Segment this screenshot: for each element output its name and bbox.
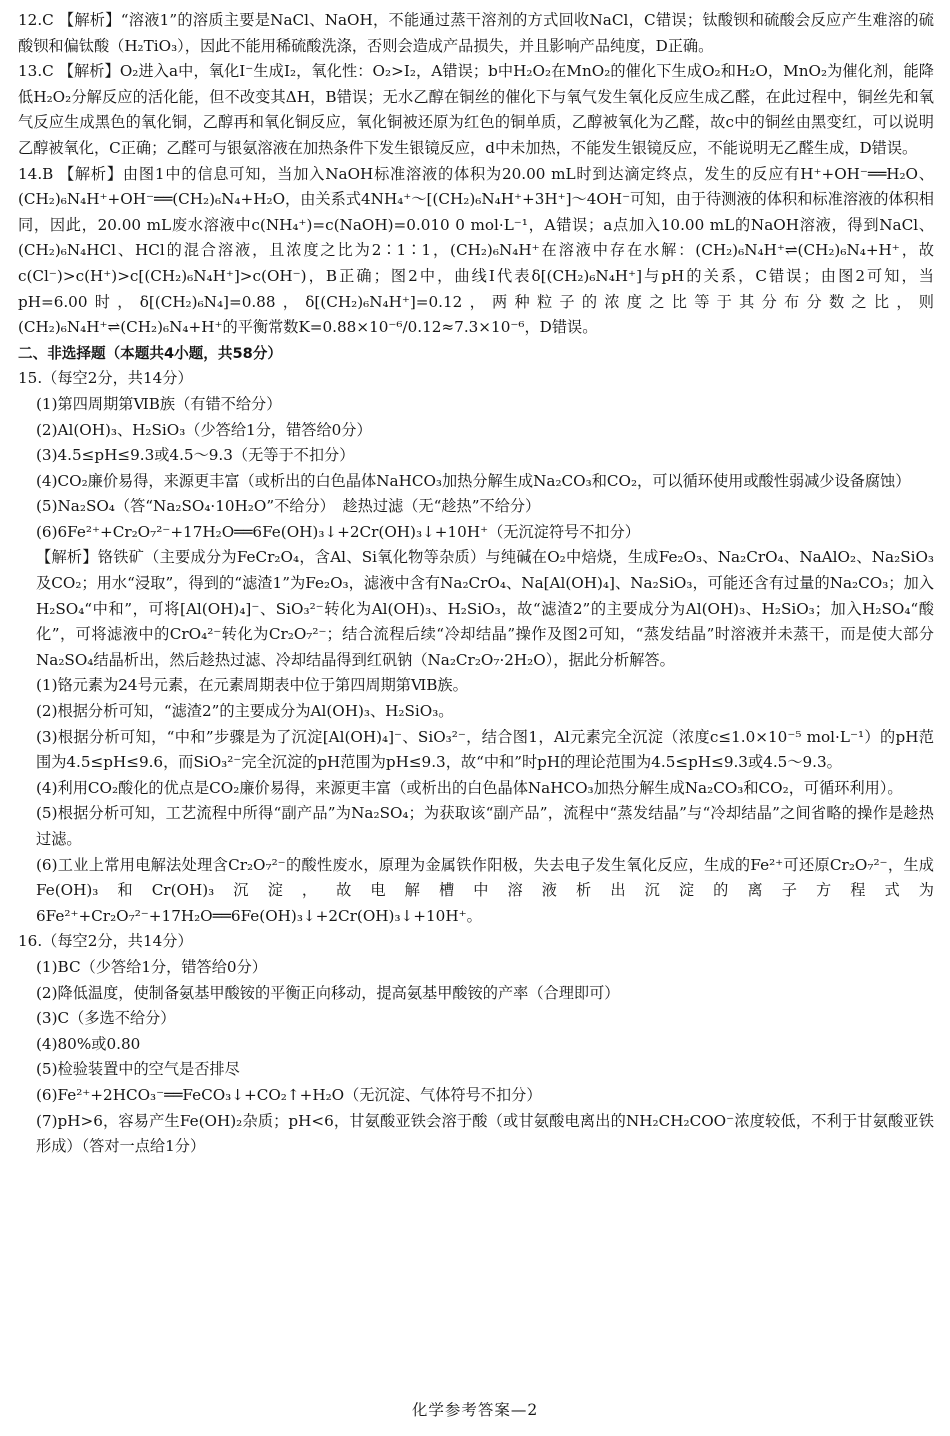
q16-item-3: (3)C（多选不给分） [36, 1009, 176, 1028]
q15-analysis-6: (6)工业上常用电解法处理含Cr₂O₇²⁻的酸性废水，原理为金属铁作阳极，失去电子发生氧化反应，生成的Fe²⁺可还原Cr₂O₇²⁻，生成Fe(OH)₃和Cr(OH)₃沉淀，故电解槽中溶液析出沉淀的离子方程式为6Fe²⁺+Cr₂O₇²⁻+17H₂O══6Fe(OH)₃↓+2Cr(OH)₃↓+10H⁺。 [36, 855, 934, 925]
q15-item-4: (4)CO₂廉价易得，来源更丰富（或析出的白色晶体NaHCO₃加热分解生成Na₂CO₃和CO₂，可以循环使用或酸性弱减少设备腐蚀） [36, 471, 911, 490]
page-footer: 化学参考答案—2 [411, 1401, 539, 1419]
answer-13: 13.C 【解析】O₂进入a中，氧化I⁻生成I₂，氧化性：O₂>I₂，A错误；b中H₂O₂在MnO₂的催化下生成O₂和H₂O，MnO₂为催化剂，能降低H₂O₂分解反应的活化能，但不改变其ΔH，B错误；无水乙醇在铜丝的催化下与氧气发生氧化反应生成乙醛，在此过程中，铜丝先和氧气反应生成黑色的氧化铜，乙醇再和氧化铜反应，氧化铜被还原为红色的铜单质，乙醇被氧化为乙醛，故c中的铜丝由黑变红，可以说明乙醇被氧化，C正确；乙醛可与银氨溶液在加热条件下发生银镜反应，d中未加热，不能发生银镜反应，不能说明无乙醛生成，D错误。 [18, 62, 934, 157]
q15-item-5: (5)Na₂SO₄（答“Na₂SO₄·10H₂O”不给分） 趁热过滤（无“趁热”不给分） [36, 497, 541, 516]
q16-item-6: (6)Fe²⁺+2HCO₃⁻══FeCO₃↓+CO₂↑+H₂O（无沉淀、气体符号不扣分） [36, 1085, 542, 1104]
q16-item-1: (1)BC（少答给1分，错答给0分） [36, 957, 267, 976]
q15-analysis-5: (5)根据分析可知，工艺流程中所得“副产品”为Na₂SO₄；为获取该“副产品”，流程中“蒸发结晶”与“冷却结晶”之间省略的操作是趁热过滤。 [36, 804, 934, 848]
q16-item-2: (2)降低温度，使制备氨基甲酸铵的平衡正向移动，提高氨基甲酸铵的产率（合理即可） [36, 983, 620, 1002]
q15-item-2: (2)Al(OH)₃、H₂SiO₃（少答给1分，错答给0分） [36, 420, 372, 439]
q15-item-1: (1)第四周期第ⅥB族（有错不给分） [36, 394, 282, 413]
q15-analysis-3: (3)根据分析可知，“中和”步骤是为了沉淀[Al(OH)₄]⁻、SiO₃²⁻，结合图1，Al元素完全沉淀（浓度c≤1.0×10⁻⁵ mol·L⁻¹）的pH范围为4.5≤pH≤9.6，而SiO₃²⁻完全沉淀的pH范围为pH≤9.3，故“中和”时pH的理论范围为4.5≤pH≤9.3或4.5～9.3。 [36, 727, 934, 772]
q16-item-7: (7)pH>6，容易产生Fe(OH)₂杂质；pH<6，甘氨酸亚铁会溶于酸（或甘氨酸电离出的NH₂CH₂COO⁻浓度较低，不利于甘氨酸亚铁形成）（答对一点给1分） [36, 1111, 934, 1156]
section-heading: 二、非选择题（本题共4小题，共58分） [18, 344, 282, 362]
q16-item-5: (5)检验装置中的空气是否排尽 [36, 1060, 240, 1079]
q16-item-4: (4)80%或0.80 [36, 1034, 141, 1053]
q15-analysis-2: (2)根据分析可知，“滤渣2”的主要成分为Al(OH)₃、H₂SiO₃。 [36, 702, 454, 721]
answer-12: 12.C 【解析】“溶液1”的溶质主要是NaCl、NaOH，不能通过蒸干溶剂的方式回收NaCl，C错误；钛酸钡和硫酸会反应产生难溶的硫酸钡和偏钛酸（H₂TiO₃），因此不能用稀硫酸洗涤，否则会造成产品损失，并且影响产品纯度，D正确。 [18, 11, 934, 55]
q15-header: 15.（每空2分，共14分） [18, 369, 193, 388]
q15-analysis: 【解析】铬铁矿（主要成分为FeCr₂O₄，含Al、Si氧化物等杂质）与纯碱在O₂中焙烧，生成Fe₂O₃、Na₂CrO₄、NaAlO₂、Na₂SiO₃及CO₂；用水“浸取”，得到的“滤渣1”为Fe₂O₃，滤液中含有Na₂CrO₄、Na[Al(OH)₄]、Na₂SiO₃，可能还含有过量的Na₂CO₃；加入H₂SO₄“中和”，可将[Al(OH)₄]⁻、SiO₃²⁻转化为Al(OH)₃、H₂SiO₃，故“滤渣2”的主要成分为Al(OH)₃、H₂SiO₃；加入H₂SO₄“酸化”，可将滤液中的CrO₄²⁻转化为Cr₂O₇²⁻；结合流程后续“冷却结晶”操作及图2可知，“蒸发结晶”时溶液并未蒸干，而是使大部分Na₂SO₄结晶析出，然后趁热过滤、冷却结晶得到红矾钠（Na₂Cr₂O₇·2H₂O），据此分析解答。 [36, 548, 934, 669]
q15-item-3: (3)4.5≤pH≤9.3或4.5～9.3（无等于不扣分） [36, 446, 355, 465]
answer-14: 14.B 【解析】由图1中的信息可知，当加入NaOH标准溶液的体积为20.00 mL时到达滴定终点，发生的反应有H⁺+OH⁻══H₂O、(CH₂)₆N₄H⁺+OH⁻══(CH₂)₆N₄+H₂O，由关系式4NH₄⁺～[(CH₂)₆N₄H⁺+3H⁺]～4OH⁻可知，由于待测液的体积和标准溶液的体积相同，因此，20.00 mL废水溶液中c(NH₄⁺)=c(NaOH)=0.010 0 mol·L⁻¹，A错误；a点加入10.00 mL的NaOH溶液，得到NaCl、(CH₂)₆N₄HCl、HCl的混合溶液，且浓度之比为2∶1∶1，(CH₂)₆N₄H⁺在溶液中存在水解：(CH₂)₆N₄H⁺⇌(CH₂)₆N₄+H⁺，故c(Cl⁻)>c(H⁺)>c[(CH₂)₆N₄H⁺]>c(OH⁻)，B正确；图2中，曲线Ⅰ代表δ[(CH₂)₆N₄H⁺]与pH的关系，C错误；由图2可知，当pH=6.00时，δ[(CH₂)₆N₄]=0.88，δ[(CH₂)₆N₄H⁺]=0.12，两种粒子的浓度之比等于其分布分数之比，则(CH₂)₆N₄H⁺⇌(CH₂)₆N₄+H⁺的平衡常数K=0.88×10⁻⁶/0.12≈7.3×10⁻⁶，D错误。 [18, 164, 934, 337]
q15-item-6: (6)6Fe²⁺+Cr₂O₇²⁻+17H₂O══6Fe(OH)₃↓+2Cr(OH)₃↓+10H⁺（无沉淀符号不扣分） [36, 522, 640, 541]
answer-page [18, 8, 934, 1160]
q15-analysis-1: (1)铬元素为24号元素，在元素周期表中位于第四周期第ⅥB族。 [36, 676, 468, 695]
q16-header: 16.（每空2分，共14分） [18, 932, 193, 951]
q15-analysis-4: (4)利用CO₂酸化的优点是CO₂廉价易得，来源更丰富（或析出的白色晶体NaHCO₃加热分解生成Na₂CO₃和CO₂，可循环利用）。 [36, 778, 903, 797]
